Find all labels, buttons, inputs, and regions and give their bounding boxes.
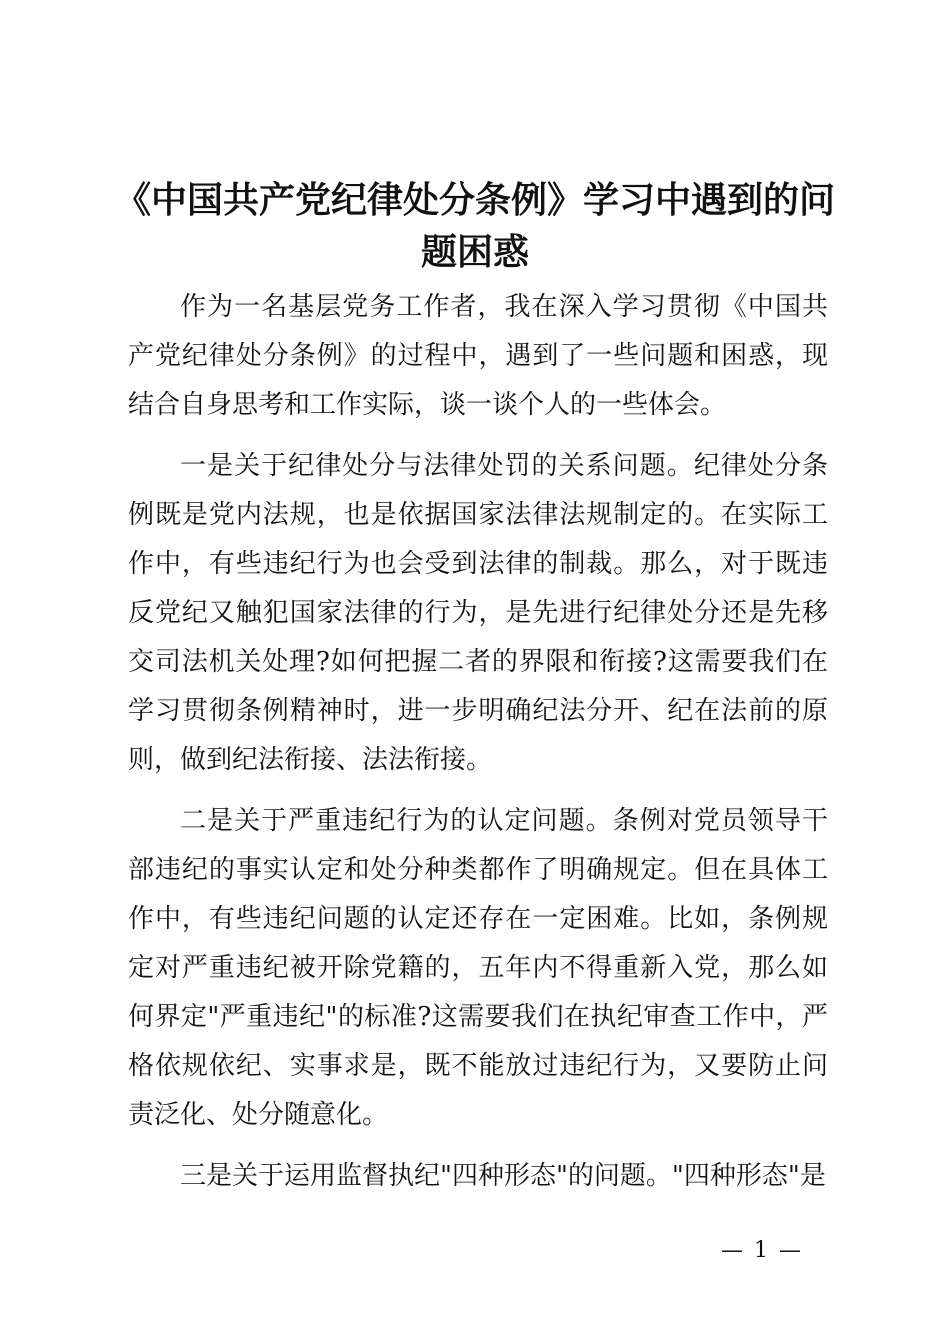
page-number: — 1 — [721, 1238, 803, 1263]
document-title: 《中国共产党纪律处分条例》学习中遇到的问题困惑 [114, 179, 835, 273]
paragraph-point-two: 二是关于严重违纪行为的认定问题。条例对党员领导干部违纪的事实认定和处分种类都作了明确规定。但在具体工作中，有些违纪问题的认定还存在一定困难。比如，条例规定对严重违纪被开除党籍的，五年内不得重新入党，那么如何界定"严重违纪"的标准?这需要我们在执纪审查工作中，严格依规依纪、实事求是，既不能放过违纪行为，又要防止问责泛化、处分随意化。 [128, 806, 828, 1130]
document-body [128, 283, 828, 1213]
paragraph-intro: 作为一名基层党务工作者，我在深入学习贯彻《中国共产党纪律处分条例》的过程中，遇到了一些问题和困惑，现结合自身思考和工作实际，谈一谈个人的一些体会。 [128, 292, 828, 420]
paragraph-point-one: 一是关于纪律处分与法律处罚的关系问题。纪律处分条例既是党内法规，也是依据国家法律法规制定的。在实际工作中，有些违纪行为也会受到法律的制裁。那么，对于既违反党纪又触犯国家法律的行为，是先进行纪律处分还是先移交司法机关处理?如何把握二者的界限和衔接?这需要我们在学习贯彻条例精神时，进一步明确纪法分开、纪在法前的原则，做到纪法衔接、法法衔接。 [128, 451, 828, 775]
paragraph-point-three: 三是关于运用监督执纪"四种形态"的问题。"四种形态"是 [180, 1161, 826, 1191]
